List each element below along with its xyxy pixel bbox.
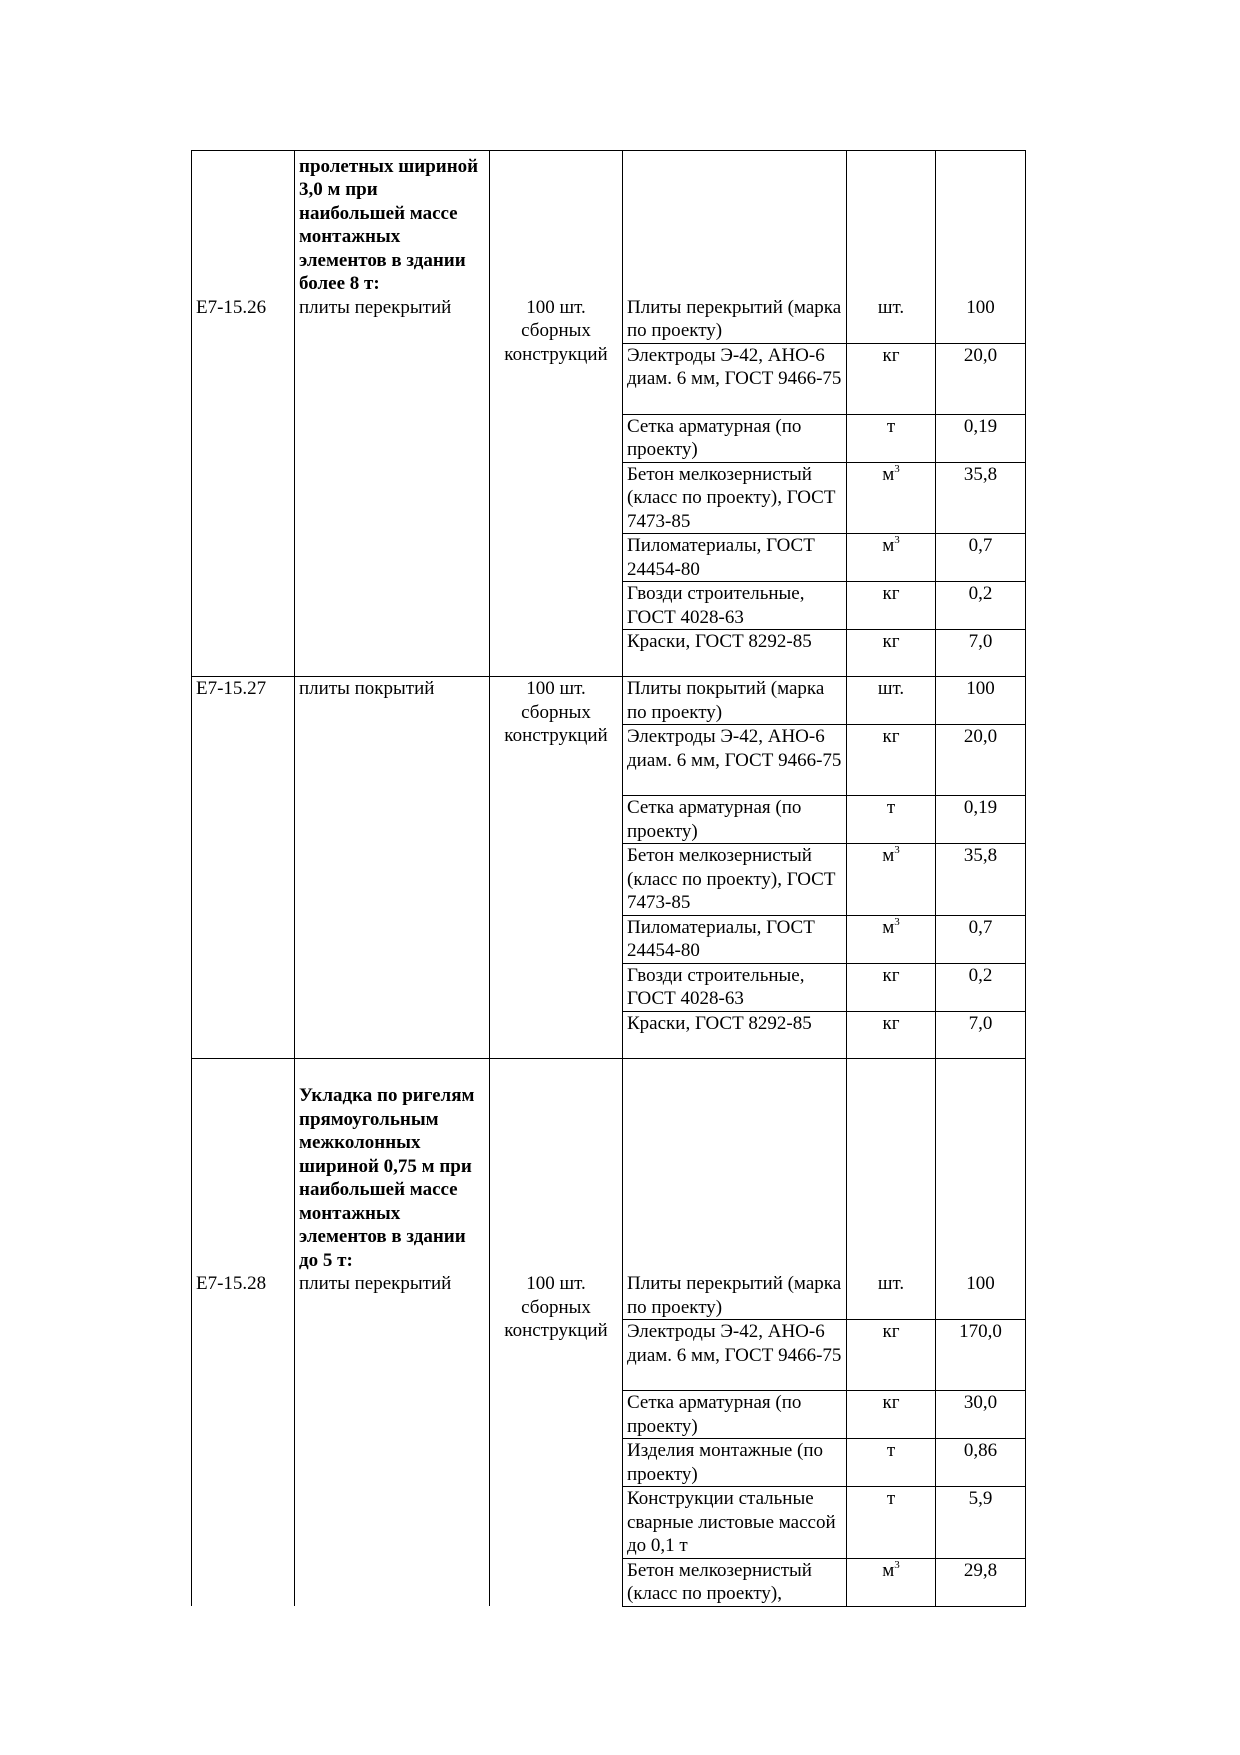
resource-unit-text: м xyxy=(882,845,895,866)
resource-unit xyxy=(847,963,936,1011)
resource-unit-text: м xyxy=(882,916,895,938)
heading-name-cell xyxy=(295,151,490,296)
resource-name: Краски, ГОСТ 8292-85 xyxy=(623,630,847,677)
resource-unit xyxy=(847,1011,936,1058)
resource-unit xyxy=(847,582,936,630)
heading-resource-cell xyxy=(623,1058,847,1272)
resource-unit xyxy=(847,414,936,462)
resource-unit-text: кг xyxy=(882,631,900,652)
resource-unit xyxy=(847,1320,936,1391)
norm-unit: 100 шт. сборных конструкций xyxy=(490,296,623,677)
resource-unit-exponent: 3 xyxy=(894,462,900,475)
norm-name: плиты покрытий xyxy=(295,677,490,1059)
resource-quantity: 35,8 xyxy=(936,462,1026,534)
resource-name: Сетка арматурная (по проекту) xyxy=(623,414,847,462)
resource-name: Бетон мелкозернистый (класс по проекту), xyxy=(623,1558,847,1606)
resource-unit-text: шт. xyxy=(877,296,905,318)
heading-res-unit-cell xyxy=(847,1058,936,1272)
norm-unit: 100 шт. сборных конструкций xyxy=(490,1272,623,1606)
resource-unit xyxy=(847,462,936,534)
section-heading-row xyxy=(192,151,1026,296)
heading-unit-cell xyxy=(490,1058,623,1272)
resource-unit xyxy=(847,1558,936,1606)
resource-quantity: 0,2 xyxy=(936,582,1026,630)
heading-resource-cell xyxy=(623,151,847,296)
resource-quantity: 35,8 xyxy=(936,844,1026,916)
resource-name: Пиломатериалы, ГОСТ 24454-80 xyxy=(623,915,847,963)
resource-quantity: 0,7 xyxy=(936,534,1026,582)
resource-unit xyxy=(847,343,936,414)
resource-name: Плиты перекрытий (марка по проекту) xyxy=(623,296,847,344)
resource-name: Бетон мелкозернистый (класс по проекту), ГОСТ 7473-85 xyxy=(623,462,847,534)
resource-quantity: 20,0 xyxy=(936,343,1026,414)
resource-name: Плиты покрытий (марка по проекту) xyxy=(623,677,847,725)
resource-name: Сетка арматурная (по проекту) xyxy=(623,1391,847,1439)
resource-unit-text: т xyxy=(886,415,896,437)
resource-name: Краски, ГОСТ 8292-85 xyxy=(623,1011,847,1058)
resource-quantity: 100 xyxy=(936,296,1026,344)
heading-name-cell xyxy=(295,1058,490,1272)
resource-quantity: 30,0 xyxy=(936,1391,1026,1439)
resource-quantity: 29,8 xyxy=(936,1558,1026,1606)
resource-unit-text: шт. xyxy=(877,1273,905,1294)
section-heading-row xyxy=(192,1058,1026,1272)
resource-quantity: 0,86 xyxy=(936,1439,1026,1487)
resource-unit xyxy=(847,796,936,844)
heading-code-cell xyxy=(192,151,295,296)
resource-unit xyxy=(847,1391,936,1439)
heading-qty-cell xyxy=(936,1058,1026,1272)
resource-unit xyxy=(847,534,936,582)
resource-unit-text: шт. xyxy=(877,678,905,699)
resource-quantity: 100 xyxy=(936,1272,1026,1320)
resource-unit xyxy=(847,1487,936,1559)
resource-quantity: 5,9 xyxy=(936,1487,1026,1559)
resource-name: Электроды Э-42, АНО-6 диам. 6 мм, ГОСТ 9466-75 xyxy=(623,1320,847,1391)
resource-quantity: 7,0 xyxy=(936,630,1026,677)
resource-quantity: 0,2 xyxy=(936,963,1026,1011)
norms-table xyxy=(191,150,1026,1607)
norm-code: Е7-15.28 xyxy=(192,1272,295,1606)
norm-name: плиты перекрытий xyxy=(295,296,490,677)
section-heading: пролетных шириной 3,0 м при наибольшей массе монтажных элементов в здании более 8 т: xyxy=(299,155,479,294)
resource-unit-text: т xyxy=(886,1440,896,1461)
heading-res-unit-cell xyxy=(847,151,936,296)
heading-code-cell xyxy=(192,1058,295,1272)
resource-name: Гвозди строительные, ГОСТ 4028-63 xyxy=(623,963,847,1011)
resource-unit-text: кг xyxy=(882,1321,900,1342)
resource-unit xyxy=(847,1272,936,1320)
resource-row xyxy=(192,1272,1026,1320)
resource-unit xyxy=(847,725,936,796)
resource-name: Электроды Э-42, АНО-6 диам. 6 мм, ГОСТ 9466-75 xyxy=(623,343,847,414)
resource-unit-text: м xyxy=(882,1559,895,1581)
resource-row xyxy=(192,296,1026,344)
resource-unit xyxy=(847,1439,936,1487)
norm-unit: 100 шт. сборных конструкций xyxy=(490,677,623,1059)
resource-quantity: 170,0 xyxy=(936,1320,1026,1391)
resource-name: Конструкции стальные сварные листовые массой до 0,1 т xyxy=(623,1487,847,1559)
resource-unit-exponent: 3 xyxy=(894,1558,900,1571)
resource-name: Электроды Э-42, АНО-6 диам. 6 мм, ГОСТ 9466-75 xyxy=(623,725,847,796)
norm-code: Е7-15.26 xyxy=(192,296,295,677)
resource-quantity: 100 xyxy=(936,677,1026,725)
section-heading: Укладка по ригелям прямоугольным межколонных шириной 0,75 м при наибольшей массе монтажных элементов в здании до 5 т: xyxy=(299,1085,475,1271)
resource-name: Плиты перекрытий (марка по проекту) xyxy=(623,1272,847,1320)
resource-name: Гвозди строительные, ГОСТ 4028-63 xyxy=(623,582,847,630)
resource-unit-text: м xyxy=(882,463,895,485)
resource-name: Сетка арматурная (по проекту) xyxy=(623,796,847,844)
resource-unit-text: кг xyxy=(882,344,900,366)
resource-name: Бетон мелкозернистый (класс по проекту), ГОСТ 7473-85 xyxy=(623,844,847,916)
norms-table-body xyxy=(192,151,1026,1607)
resource-quantity: 0,19 xyxy=(936,796,1026,844)
resource-unit xyxy=(847,296,936,344)
resource-unit-text: т xyxy=(886,797,896,818)
resource-unit-exponent: 3 xyxy=(894,844,900,856)
resource-unit-text: кг xyxy=(882,726,900,747)
resource-row xyxy=(192,677,1026,725)
resource-unit-text: т xyxy=(886,1488,896,1509)
resource-unit-exponent: 3 xyxy=(894,915,900,928)
resource-quantity: 0,7 xyxy=(936,915,1026,963)
resource-quantity: 0,19 xyxy=(936,414,1026,462)
resource-unit-text: кг xyxy=(882,583,900,604)
resource-name: Пиломатериалы, ГОСТ 24454-80 xyxy=(623,534,847,582)
resource-unit-exponent: 3 xyxy=(894,534,900,546)
resource-unit xyxy=(847,677,936,725)
resource-unit xyxy=(847,630,936,677)
resource-unit xyxy=(847,915,936,963)
resource-unit-text: кг xyxy=(882,1392,900,1413)
heading-unit-cell xyxy=(490,151,623,296)
norm-code: Е7-15.27 xyxy=(192,677,295,1059)
resource-unit-text: кг xyxy=(882,964,900,986)
norm-name: плиты перекрытий xyxy=(295,1272,490,1606)
resource-quantity: 20,0 xyxy=(936,725,1026,796)
resource-name: Изделия монтажные (по проекту) xyxy=(623,1439,847,1487)
resource-unit-text: м xyxy=(882,535,895,556)
resource-unit xyxy=(847,844,936,916)
resource-unit-text: кг xyxy=(882,1012,900,1034)
heading-qty-cell xyxy=(936,151,1026,296)
resource-quantity: 7,0 xyxy=(936,1011,1026,1058)
